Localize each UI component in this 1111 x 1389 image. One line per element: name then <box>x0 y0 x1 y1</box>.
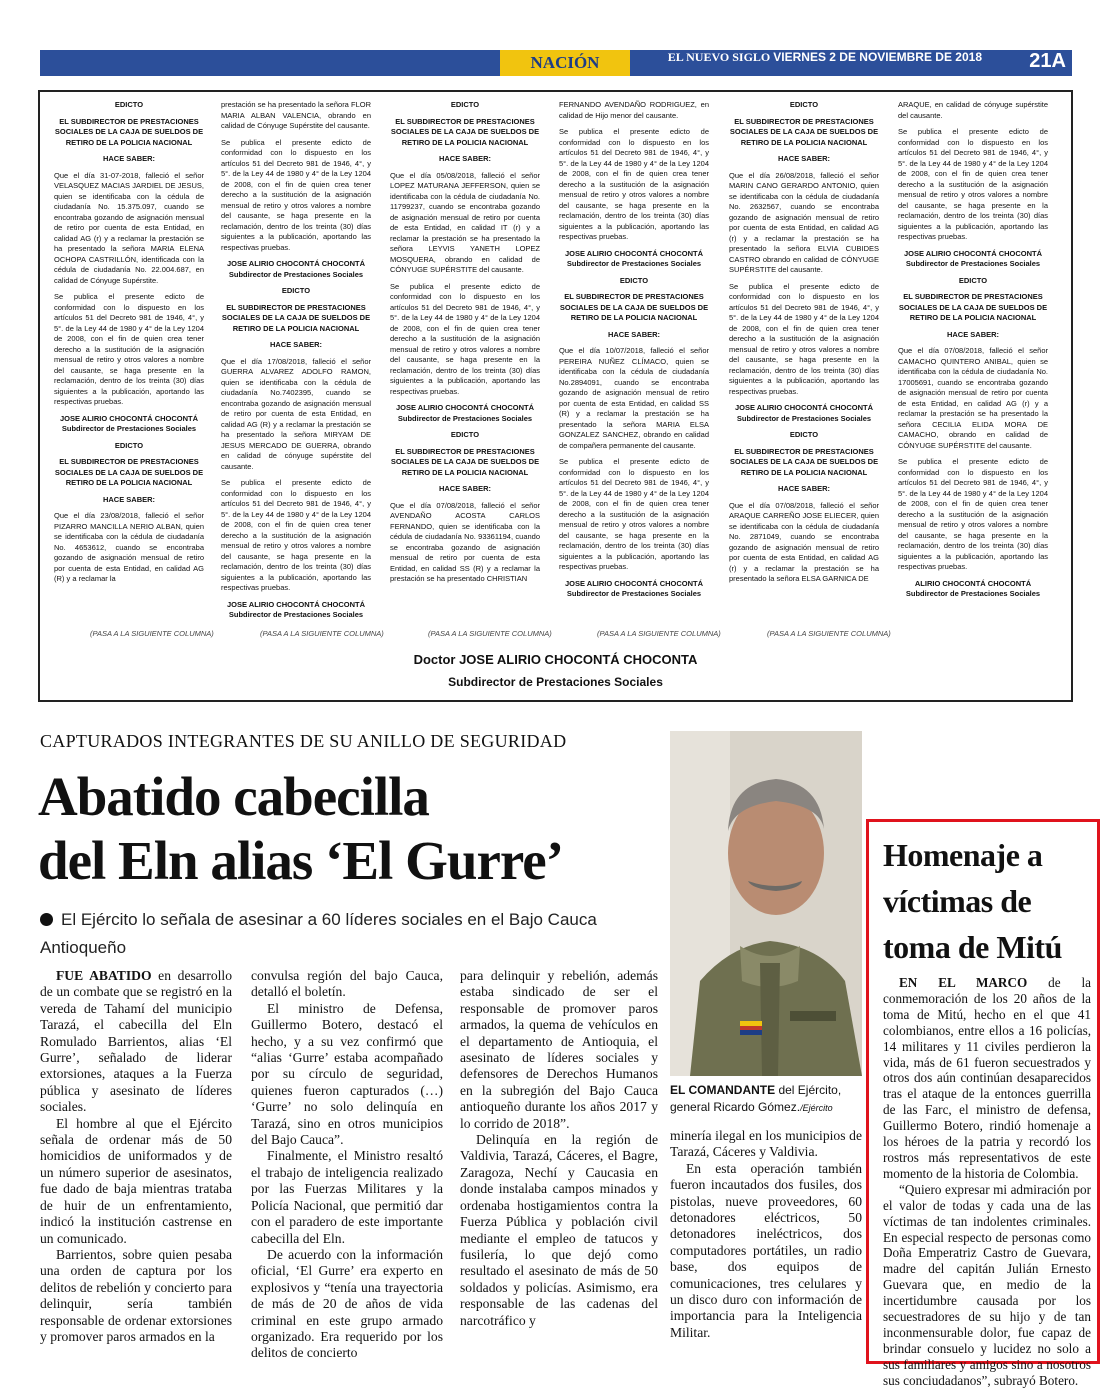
paragraph: Finalmente, el Ministro resaltó el trabajo de inteligencia realizado por las Fuerzas Militares y la Policía Nacional, que permitió dar con el paradero de este importante cabecilla del Eln. <box>251 1148 443 1246</box>
edicto-heading: JOSE ALIRIO CHOCONTÁ CHOCONTÁ <box>226 599 366 609</box>
paragraph: El ministro de Defensa, Guillermo Botero, destacó el hecho, y a su vez confirmó que “alias ‘Gurre’ estaba acompañado por su círculo de seguridad, quienes fueron capturados (…) ‘Gurre’ no solo delinquía en Tarazá, sino en otros municipios del Bajo Cauca”. <box>251 1000 443 1148</box>
edicto-heading: EL SUBDIRECTOR DE PRESTACIONES SOCIALES DE LA CAJA DE SUELDOS DE RETIRO DE LA POLICIA NACIONAL <box>54 457 204 487</box>
page-number: 21A <box>1029 50 1066 72</box>
edicto-heading: HACE SABER: <box>438 484 492 493</box>
edicto-heading: EL SUBDIRECTOR DE PRESTACIONES SOCIALES DE LA CAJA DE SUELDOS DE RETIRO DE LA POLICIA NACIONAL <box>898 292 1048 322</box>
signature-title: Subdirector de Prestaciones Sociales <box>448 675 663 689</box>
edicto-heading: EL SUBDIRECTOR DE PRESTACIONES SOCIALES DE LA CAJA DE SUELDOS DE RETIRO DE LA POLICIA NACIONAL <box>54 116 204 147</box>
article-subtitle <box>40 906 650 962</box>
edicto-column-3 <box>390 100 540 591</box>
edicto-heading: Subdirector de Prestaciones Sociales <box>228 610 364 619</box>
paragraph: para delinquir y rebelión, además estaba sindicado de ser el responsable de promover paros armados, la quema de vehículos en el departamento de Antioquia, el asesinato de líderes sociales y defensores de Derechos Humanos en la subregión del Bajo Cauca antioqueño durante los años 2017 y lo corrido de 2018”. <box>460 968 658 1131</box>
edicto-paragraph: FERNANDO AVENDAÑO RODRIGUEZ, en calidad de Hijo menor del causante. <box>559 100 709 120</box>
headline-line: Abatido cabecilla <box>38 766 429 827</box>
edicto-heading: HACE SABER: <box>269 340 323 349</box>
edicto-title: EDICTO <box>619 275 649 285</box>
signature-name: Doctor JOSE ALIRIO CHOCONTÁ CHOCONTA <box>413 652 698 667</box>
edicto-heading: HACE SABER: <box>102 154 156 163</box>
paragraph: de la conmemoración de los 20 años de la toma de Mitú, hecho en el que 41 colombianos, entre ellos a 16 policías, 14 militares y 11 civiles perdieron la vida, más de 61 fueron secuestrados y otros dos aún continúan desaparecidos tras el ataque de la entonces guerrilla de las Farc, el ministro de defensa, Guillermo Botero, rindió homenaje a los héroes de la patria y recordó los rostros más representativos de este momento de la historia de Colombia. <box>883 975 1091 1181</box>
edicto-paragraph: Se publica el presente edicto de conformidad con lo dispuesto en los artículos 51 del Decreto 981 de 1946, 4°, y 5°. de la Ley 44 de 1980 y 4° de la Ley 1204 de 2008, con el fin de quien crea tener derecho a la sustitución de la asignación mensual de retiro y otros valores a nombre del causante, se haga presente en la reclamación, dentro de los treinta (30) días siguientes a la publicación, aportando las respectivas pruebas. <box>898 127 1048 241</box>
edicto-title: EDICTO <box>450 430 480 439</box>
issue-date: VIERNES 2 DE NOVIEMBRE DE 2018 <box>773 50 982 64</box>
edicto-heading: EL SUBDIRECTOR DE PRESTACIONES SOCIALES DE LA CAJA DE SUELDOS DE RETIRO DE LA POLICIA NACIONAL <box>390 116 540 147</box>
article-headline <box>38 765 658 893</box>
edicto-paragraph: ARAQUE, en calidad de cónyuge supérstite del causante. <box>898 100 1048 120</box>
edicto-heading: HACE SABER: <box>438 154 492 163</box>
edicto-column-6 <box>898 100 1048 600</box>
general-portrait-photo <box>670 731 862 1076</box>
article-column-3 <box>460 968 658 1329</box>
paragraph: minería ilegal en los municipios de Tarazá, Cáceres y Valdivia. <box>670 1128 862 1160</box>
paragraph: En esta operación también fueron incautados dos fusiles, dos pistolas, nueve proveedores, 60 detonadores eléctricos, 50 detonadores ineléctricos, dos computadores portátiles, un radio base, dos equipos de comunicaciones, tres celulares y un disco duro con información de importancia para la Inteligencia Militar. <box>670 1160 862 1340</box>
paragraph: El hombre al que el Ejército señala de ordenar más de 50 homicidios de uniformados y de un número superior de asesinatos, fue dado de baja mientras trataba de huir de un enfrentamiento, indicó la institución castrense en un comunicado. <box>40 1115 232 1246</box>
edicto-column-1 <box>54 100 204 591</box>
edicto-paragraph: prestación se ha presentado la señora FLOR MARIA ALBAN VALENCIA, obrando en calidad de Cónyuge Supérstite del causante. <box>221 100 371 130</box>
edicto-column-4 <box>559 100 709 600</box>
edicto-heading: EL SUBDIRECTOR DE PRESTACIONES SOCIALES DE LA CAJA DE SUELDOS DE RETIRO DE LA POLICIA NACIONAL <box>559 292 709 322</box>
paragraph: Delinquía en la región de Valdivia, Tarazá, Cáceres, el Bagre, Zaragoza, Nechí y Caucasia en donde instalaba campos minados y ordenaba hostigamientos contra la Fuerza Pública y población civil mediante el empleo de tatucos y fusilería, lo que dejó como resultado el asesinato de más de 50 soldados y policías. Asimismo, era responsable de las cadenas del narcotráfico y <box>460 1132 658 1328</box>
edicto-title: EDICTO <box>114 440 144 450</box>
edicto-heading: Subdirector de Prestaciones Sociales <box>228 269 364 279</box>
edicto-heading: Subdirector de Prestaciones Sociales <box>905 259 1041 268</box>
paragraph: De acuerdo con la información oficial, ‘El Gurre’ era experto en explosivos y “tenía una trayectoria de más de 20 de años de vida criminal en este grupo armado organizado. Era requerido por los delitos de concierto <box>251 1246 443 1361</box>
continue-note: (PASA A LA SIGUIENTE COLUMNA) <box>90 629 214 638</box>
paragraph: convulsa región del bajo Cauca, detalló el boletín. <box>251 968 443 1000</box>
edicto-heading: JOSE ALIRIO CHOCONTÁ CHOCONTÁ <box>564 578 704 588</box>
photo-credit: /Ejército <box>800 1103 833 1113</box>
edicto-column-5 <box>729 100 879 591</box>
edicto-notices-box <box>38 90 1073 702</box>
article-column-2 <box>251 968 443 1362</box>
edicto-heading: JOSE ALIRIO CHOCONTÁ CHOCONTÁ <box>903 248 1043 258</box>
edicto-paragraph: Se publica el presente edicto de conformidad con lo dispuesto en los artículos 51 del Decreto 981 de 1946, 4°, y 5°. de la Ley 44 de 1980 y 4° de la Ley 1204 de 2008, con el fin de quien crea tener derecho a la sustitución de la asignación mensual de retiro y otros valores a nombre del causante, se haga presente en la reclamación, dentro de los treinta (30) días siguientes a la publicación, aportando las respectivas pruebas. <box>221 478 371 592</box>
edicto-heading: EL SUBDIRECTOR DE PRESTACIONES SOCIALES DE LA CAJA DE SUELDOS DE RETIRO DE LA POLICIA NACIONAL <box>390 446 540 477</box>
continue-note: (PASA A LA SIGUIENTE COLUMNA) <box>767 629 891 638</box>
paragraph: en desarrollo de un combate que se registró en la vereda de Tahamí del municipio Tarazá, el cabecilla del Eln Romulado Barrientos, alias ‘El Gurre’, señalado de liderar extorsiones, ataques a la Fuerza pública y asesinato de líderes sociales. <box>40 968 233 1115</box>
continue-note: (PASA A LA SIGUIENTE COLUMNA) <box>260 629 384 638</box>
edicto-heading: Subdirector de Prestaciones Sociales <box>397 413 533 423</box>
edicto-heading: HACE SABER: <box>946 329 1000 339</box>
continue-note: (PASA A LA SIGUIENTE COLUMNA) <box>428 629 552 638</box>
sidebar-title: Homenaje a víctimas de toma de Mitú <box>883 837 1062 965</box>
edicto-column-2 <box>221 100 371 621</box>
edicto-paragraph: Se publica el presente edicto de conformidad con lo dispuesto en los artículos 51 del Decreto 981 de 1946, 4°, y 5°. de la Ley 44 de 1980 y 4° de la Ley 1204 de 2008, con el fin de quien crea tener derecho a la sustitución de la asignación mensual de retiro y otros valores a nombre del causante, se haga presente en la reclamación, dentro de los treinta (30) días siguientes a la publicación, aportando las respectivas pruebas. <box>54 292 204 406</box>
edicto-heading: Subdirector de Prestaciones Sociales <box>61 424 197 433</box>
sidebar-text <box>883 975 1091 1389</box>
edicto-title: EDICTO <box>789 430 819 439</box>
edicto-paragraph: Se publica el presente edicto de conformidad con lo dispuesto en los artículos 51 del Decreto 981 de 1946, 4°, y 5°. de la Ley 44 de 1980 y 4° de la Ley 1204 de 2008, con el fin de quien crea tener derecho a la sustitución de la asignación mensual de retiro y otros valores a nombre del causante, se haga presente en la reclamación, dentro de los treinta (30) días siguientes a la publicación, aportando las respectivas pruebas. <box>898 457 1048 571</box>
edicto-paragraph: Se publica el presente edicto de conformidad con lo dispuesto en los artículos 51 del Decreto 981 de 1946, 4°, y 5°. de la Ley 44 de 1980 y 4° de la Ley 1204 de 2008, con el fin de quien crea tener derecho a la sustitución de la asignación mensual de retiro y otros valores a nombre del causante, se haga presente en la reclamación, dentro de los treinta (30) días siguientes a la publicación, aportando las respectivas pruebas. <box>559 127 709 241</box>
edicto-heading: HACE SABER: <box>777 154 831 163</box>
edicto-heading: Subdirector de Prestaciones Sociales <box>566 589 702 598</box>
edicto-heading: Subdirector de Prestaciones Sociales <box>905 589 1041 598</box>
edicto-paragraph: Se publica el presente edicto de conformidad con lo dispuesto en los artículos 51 del Decreto 981 de 1946, 4°, y 5°. de la Ley 44 de 1980 y 4° de la Ley 1204 de 2008, con el fin de quien crea tener derecho a la sustitución de la asignación mensual de retiro y otros valores a nombre del causante, se haga presente en la reclamación, dentro de los treinta (30) días siguientes a la publicación, aportando las respectivas pruebas. <box>559 457 709 571</box>
edicto-heading: EL SUBDIRECTOR DE PRESTACIONES SOCIALES DE LA CAJA DE SUELDOS DE RETIRO DE LA POLICIA NACIONAL <box>221 302 371 333</box>
continue-note: (PASA A LA SIGUIENTE COLUMNA) <box>597 629 721 638</box>
article-column-1 <box>40 968 232 1345</box>
paper-name: EL NUEVO SIGLO <box>667 50 771 64</box>
bullet-icon <box>40 913 53 926</box>
edicto-paragraph: Que el día 05/08/2018, falleció el señor LOPEZ MATURANA JEFFERSON, quien se identificaba con la cédula de ciudadanía No. 11799237, cuando se encontraba gozando de asignación mensual de retiro por cuenta de esta Entidad, en calidad IT (r) y a reclamar la prestación se ha presentado la señora LEYVIS YANETH LOPEZ MOSQUERA, obrando en calidad de CÓNYUGE SUPÉRSTITE del causante. <box>390 170 540 274</box>
edicto-heading: JOSE ALIRIO CHOCONTÁ CHOCONTÁ <box>395 403 535 412</box>
headline-line: del Eln alias ‘El Gurre’ <box>38 830 564 891</box>
edicto-paragraph: Que el día 26/08/2018, falleció el señor MARIN CANO GERARDO ANTONIO, quien se identificaba con la cédula de ciudadanía No. 2632567, cuando se encontraba gozando de asignación mensual de retiro por cuenta de esta Entidad, en calidad AG (r) y a reclamar la prestación se ha presentado la señora ELVIA CUBIDES CASTRO obrando en calidad de CÓNYUGE SUPÉRSTITE del causante. <box>729 170 879 274</box>
page-dateline <box>668 50 982 65</box>
edicto-title: EDICTO <box>789 100 819 109</box>
caption-text: del Ejército, general Ricardo Gómez. <box>670 1083 842 1114</box>
photo-caption <box>670 1082 862 1117</box>
edicto-paragraph: Que el día 07/08/2018, falleció el señor CAMACHO QUINTERO ANIBAL, quien se identificaba con la cédula de ciudadanía No. 17005691, cuando se encontraba gozando de asignación mensual de retiro por cuenta de esta Entidad, en calidad AG (r) y a reclamar la prestación se ha presentado la señora CECILIA ELIDA MORA DE CAMACHO, obrando en calidad de CÓNYUGE SUPÉRSTITE del causante. <box>898 346 1048 450</box>
subtitle-text: El Ejército lo señala de asesinar a 60 líderes sociales en el Bajo Cauca Antioqueño <box>40 910 597 957</box>
edicto-heading: HACE SABER: <box>777 484 831 493</box>
page-header <box>40 50 1072 76</box>
edicto-heading: EL SUBDIRECTOR DE PRESTACIONES SOCIALES DE LA CAJA DE SUELDOS DE RETIRO DE LA POLICIA NACIONAL <box>729 116 879 147</box>
edicto-paragraph: Que el día 31-07-2018, falleció el señor VELASQUEZ MACIAS JARDIEL DE JESUS, quien se identificaba con la cédula de ciudadanía No. 15.375.097, cuando se encontraba gozando de asignación mensual de retiro por cuenta de esta Entidad, en calidad AG (r) y a reclamar la prestación se ha presentado la señora MARIA ELENA OCHOPA CASTRILLÓN, identificada con la cédula de ciudadanía No. 22.004.687, en calidad de Cónyuge Supérstite. <box>54 170 204 285</box>
paragraph: Barrientos, sobre quien pesaba una orden de captura por los delitos de rebelión y concierto para delinquir, sería también responsable de ordenar extorsiones y promover paros armados en la <box>40 1246 232 1344</box>
article-kicker: CAPTURADOS INTEGRANTES DE SU ANILLO DE SEGURIDAD <box>40 731 567 751</box>
sidebar-box <box>866 819 1100 1388</box>
edicto-title: EDICTO <box>114 100 144 109</box>
edicto-heading: HACE SABER: <box>607 329 661 339</box>
edicto-paragraph: Se publica el presente edicto de conformidad con lo dispuesto en los artículos 51 del Decreto 981 de 1946, 4°, y 5°. de la Ley 44 de 1980 y 4° de la Ley 1204 de 2008, con el fin de quien crea tener derecho a la sustitución de la asignación mensual de retiro y otros valores a nombre del causante, se haga presente en la reclamación, dentro de los treinta (30) días siguientes a la publicación, aportando las respectivas pruebas. <box>729 281 879 396</box>
edicto-heading: ALIRIO CHOCONTÁ CHOCONTÁ <box>914 578 1032 588</box>
edicto-heading: HACE SABER: <box>102 494 156 504</box>
lead-words: FUE ABATIDO <box>56 968 152 983</box>
edicto-heading: Subdirector de Prestaciones Sociales <box>736 413 872 423</box>
edicto-paragraph: Que el día 17/08/2018, falleció el señor GUERRA ALVAREZ ADOLFO RAMON, quien se identificaba con la cédula de ciudadanía No.7402395, cuando se encontraba gozando de asignación mensual de retiro por cuenta de esta Entidad, en calidad AG (R) y a reclamar la prestación se ha presentado la señora MIRYAM DE JESUS MERCADO DE GUERRA, obrando en calidad de cónyuge supérstite del causante. <box>221 356 371 471</box>
edicto-paragraph: Se publica el presente edicto de conformidad con lo dispuesto en los artículos 51 del Decreto 981 de 1946, 4°, y 5°. de la Ley 44 de 1980 y 4° de la Ley 1204 de 2008, con el fin de quien crea tener derecho a la sustitución de la asignación mensual de retiro y otros valores a nombre del causante, se haga presente en la reclamación, dentro de los treinta (30) días siguientes a la publicación, aportando las respectivas pruebas. <box>221 137 371 252</box>
edicto-title: EDICTO <box>450 100 480 109</box>
edicto-heading: JOSE ALIRIO CHOCONTÁ CHOCONTÁ <box>734 403 874 412</box>
section-name: NACIÓN <box>500 50 630 76</box>
edicto-heading: JOSE ALIRIO CHOCONTÁ CHOCONTÁ <box>564 248 704 258</box>
edicto-paragraph: Que el día 07/08/2018, falleció el señor AVENDAÑO ACOSTA CARLOS FERNANDO, quien se identificaba con la cédula de ciudadanía No. 93361194, cuando se encontraba gozando de asignación mensual de retiro por cuenta de esta Entidad, en calidad SS (R) y a reclamar la prestación se ha presentado CHRISTIAN <box>390 500 540 583</box>
edicto-heading: JOSE ALIRIO CHOCONTÁ CHOCONTÁ <box>59 413 199 423</box>
paragraph: “Quiero expresar mi admiración por el valor de todas y cada una de las víctimas de tan indolentes criminales. En especial respecto de personas como Doña Emperatriz Castro de Guevara, madre del capitán Julián Ernesto Guevara que, en medio de la incertidumbre causada por los secuestradores de su hijo y de tan inconmensurable dolor, fue capaz de brindar consuelo y lucidez no solo a sus familiares y amigos sino a nosotros sus conciudadanos”, subrayó Botero. <box>883 1181 1091 1388</box>
edicto-title: EDICTO <box>281 286 311 295</box>
edicto-heading: Subdirector de Prestaciones Sociales <box>566 259 702 268</box>
edicto-paragraph: Que el día 10/07/2018, falleció el señor PEREIRA NUÑEZ CLÍMACO, quien se identificaba con la cédula de ciudadanía No.2894091, cuando se encontraba gozando de asignación mensual de retiro por cuenta de esta Entidad, en calidad SS (R) y a reclamar la prestación se ha presentado la señora MARIA ELSA GONZALEZ SANCHEZ, obrando en calidad de compañera permanente del causante. <box>559 346 709 450</box>
edicto-paragraph: Que el día 07/08/2018, falleció el señor ARAQUE CARREÑO JOSE ELIECER, quien se identificaba con la cédula de ciudadanía No. 2871049, cuando se encontraba gozando de asignación mensual de retiro por cuenta de esta Entidad, en calidad AG (r) y a reclamar la prestación se ha presentado la señora ELSA GARNICA DE <box>729 500 879 583</box>
edicto-paragraph: Se publica el presente edicto de conformidad con lo dispuesto en los artículos 51 del Decreto 981 de 1946, 4°, y 5°. de la Ley 44 de 1980 y 4° de la Ley 1204 de 2008, con el fin de quien crea tener derecho a la sustitución de la asignación mensual de retiro y otros valores a nombre del causante, se haga presente en la reclamación, dentro de los treinta (30) días siguientes a la publicación, aportando las respectivas pruebas. <box>390 281 540 396</box>
edicto-heading: JOSE ALIRIO CHOCONTÁ CHOCONTÁ <box>226 259 366 268</box>
caption-lead: EL COMANDANTE <box>670 1083 776 1097</box>
article-column-4 <box>670 1128 862 1341</box>
edicto-heading: EL SUBDIRECTOR DE PRESTACIONES SOCIALES DE LA CAJA DE SUELDOS DE RETIRO DE LA POLICIA NACIONAL <box>729 446 879 477</box>
portrait-illustration <box>670 731 862 1076</box>
lead-words: EN EL MARCO <box>899 975 1028 990</box>
edicto-paragraph: Que el día 23/08/2018, falleció el señor PIZARRO MANCILLA NERIO ALBAN, quien se identificaba con la cédula de ciudadanía No. 4653612, cuando se encontraba gozando de asignación mensual de retiro por cuenta de esta Entidad, en calidad AG (R) y a reclamar la <box>54 511 204 583</box>
edicto-title: EDICTO <box>958 275 988 285</box>
